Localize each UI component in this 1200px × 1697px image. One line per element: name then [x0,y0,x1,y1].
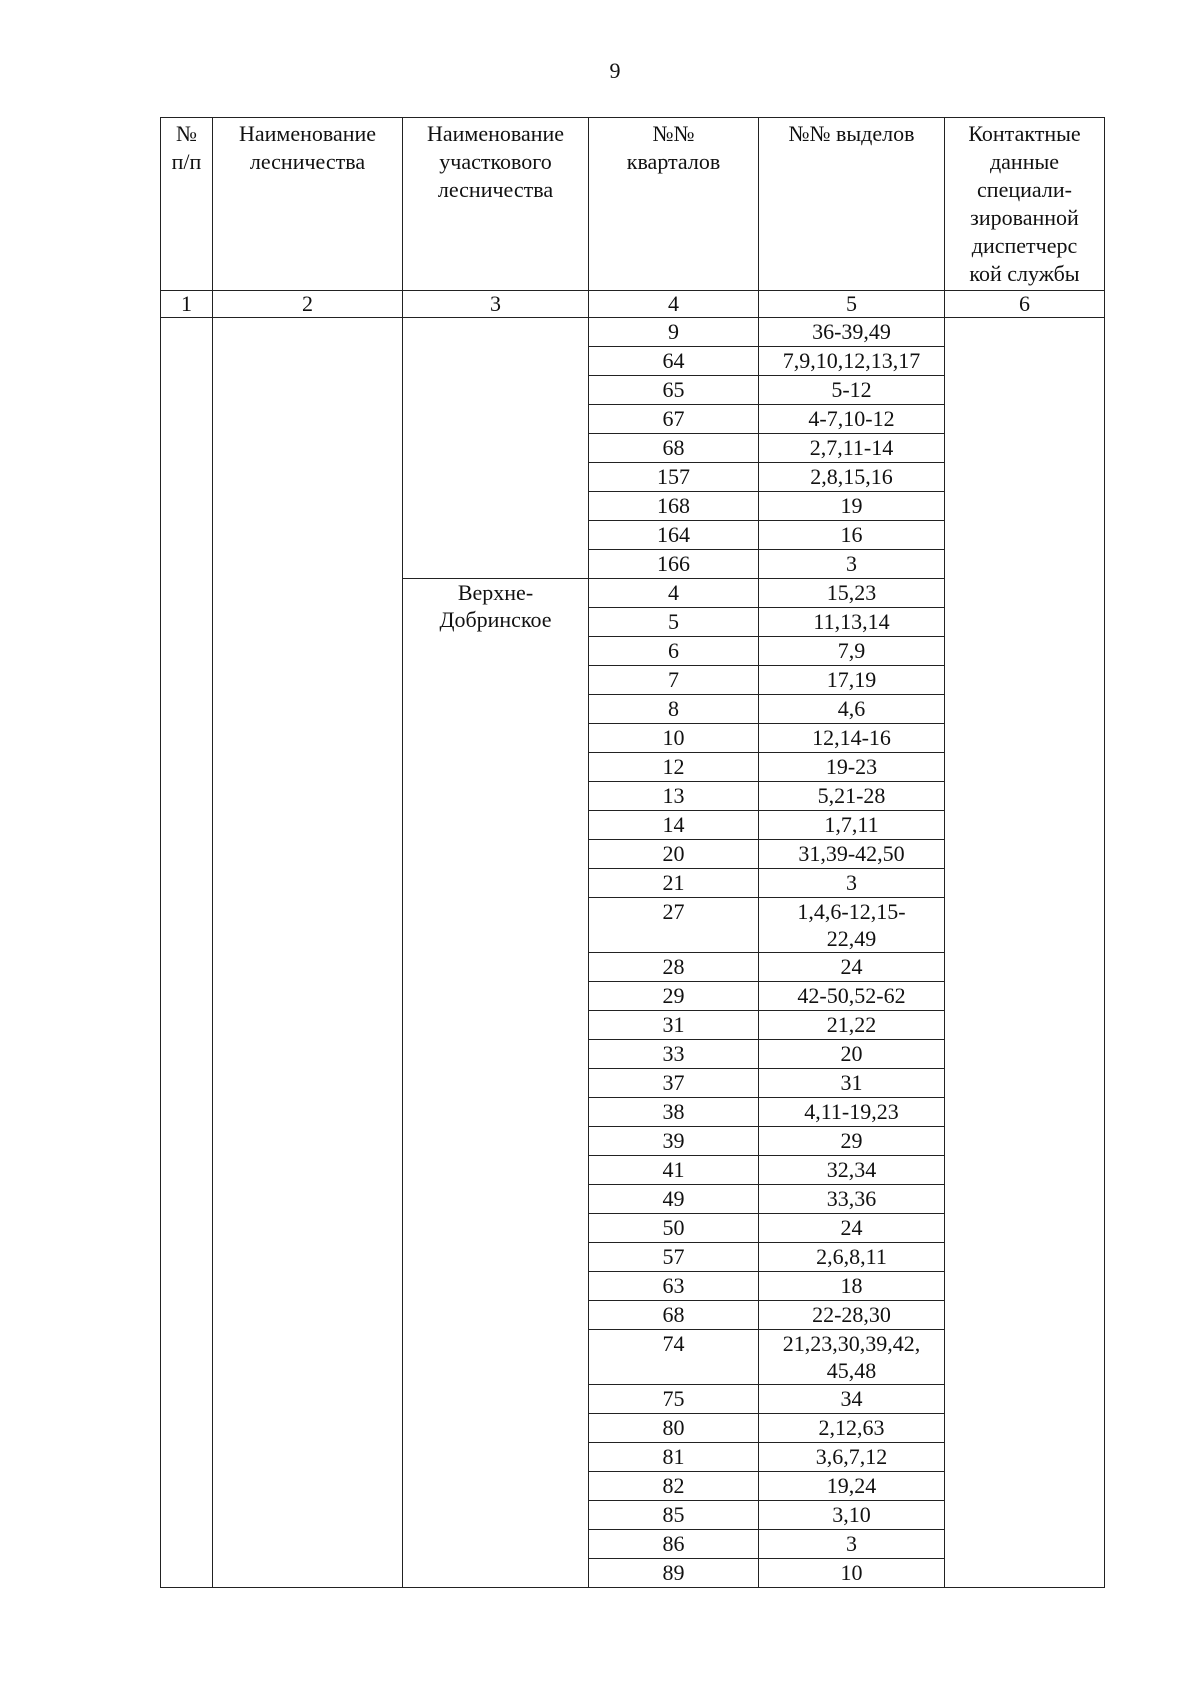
cell-quarter: 86 [589,1530,759,1559]
cell-allotments: 34 [759,1385,945,1414]
cell-quarter: 8 [589,695,759,724]
cell-quarter: 41 [589,1156,759,1185]
cell-allotments: 29 [759,1127,945,1156]
cell-quarter: 74 [589,1330,759,1385]
cell-quarter: 63 [589,1272,759,1301]
column-number-row [161,291,1105,318]
cell-quarter: 68 [589,434,759,463]
cell-quarter: 21 [589,869,759,898]
cell-quarter: 7 [589,666,759,695]
cell-quarter: 20 [589,840,759,869]
cell-allotments: 21,23,30,39,42, 45,48 [759,1330,945,1385]
cell-allotments: 2,7,11-14 [759,434,945,463]
cell-quarter: 67 [589,405,759,434]
table-body [161,318,1105,1588]
cell-quarter: 85 [589,1501,759,1530]
header-number: № п/п [161,118,213,291]
cell-quarter: 9 [589,318,759,347]
cell-forestry [213,318,403,1588]
cell-district-forestry [403,318,589,579]
column-number: 5 [759,291,945,318]
cell-quarter: 6 [589,637,759,666]
cell-allotments: 10 [759,1559,945,1588]
cell-quarter: 49 [589,1185,759,1214]
cell-allotments: 7,9 [759,637,945,666]
header-allotments: №№ выделов [759,118,945,291]
header-quarters: №№ кварталов [589,118,759,291]
cell-quarter: 81 [589,1443,759,1472]
column-number: 6 [945,291,1105,318]
column-number: 3 [403,291,589,318]
cell-allotments: 2,6,8,11 [759,1243,945,1272]
header-forestry: Наименование лесничества [213,118,403,291]
cell-quarter: 164 [589,521,759,550]
cell-quarter: 28 [589,953,759,982]
cell-quarter: 57 [589,1243,759,1272]
cell-allotments: 7,9,10,12,13,17 [759,347,945,376]
cell-allotments: 2,12,63 [759,1414,945,1443]
cell-allotments: 17,19 [759,666,945,695]
cell-quarter: 65 [589,376,759,405]
cell-allotments: 19 [759,492,945,521]
cell-allotments: 24 [759,1214,945,1243]
cell-allotments: 31 [759,1069,945,1098]
cell-allotments: 1,4,6-12,15- 22,49 [759,898,945,953]
cell-allotments: 42-50,52-62 [759,982,945,1011]
cell-quarter: 168 [589,492,759,521]
column-number: 1 [161,291,213,318]
cell-allotments: 12,14-16 [759,724,945,753]
cell-quarter: 12 [589,753,759,782]
cell-quarter: 68 [589,1301,759,1330]
cell-number [161,318,213,1588]
cell-quarter: 14 [589,811,759,840]
cell-allotments: 19,24 [759,1472,945,1501]
cell-allotments: 32,34 [759,1156,945,1185]
cell-district-forestry: Верхне- Добринское [403,579,589,1588]
cell-allotments: 4-7,10-12 [759,405,945,434]
cell-allotments: 20 [759,1040,945,1069]
cell-contacts [945,318,1105,1588]
cell-allotments: 15,23 [759,579,945,608]
cell-allotments: 4,6 [759,695,945,724]
cell-quarter: 166 [589,550,759,579]
cell-allotments: 18 [759,1272,945,1301]
cell-allotments: 3,6,7,12 [759,1443,945,1472]
column-number: 4 [589,291,759,318]
cell-quarter: 31 [589,1011,759,1040]
cell-allotments: 22-28,30 [759,1301,945,1330]
forest-quarters-table [160,117,1105,1588]
cell-allotments: 16 [759,521,945,550]
header-contacts: Контактные данные специали- зированной диспетчерс кой службы [945,118,1105,291]
cell-allotments: 19-23 [759,753,945,782]
cell-quarter: 13 [589,782,759,811]
cell-allotments: 1,7,11 [759,811,945,840]
cell-allotments: 36-39,49 [759,318,945,347]
cell-quarter: 33 [589,1040,759,1069]
header-district-forestry: Наименование участкового лесничества [403,118,589,291]
cell-allotments: 11,13,14 [759,608,945,637]
cell-quarter: 38 [589,1098,759,1127]
cell-allotments: 24 [759,953,945,982]
table-row [161,318,1105,347]
cell-allotments: 2,8,15,16 [759,463,945,492]
cell-quarter: 37 [589,1069,759,1098]
cell-allotments: 4,11-19,23 [759,1098,945,1127]
page-number: 9 [609,58,621,83]
header-row [161,118,1105,291]
cell-quarter: 89 [589,1559,759,1588]
cell-quarter: 157 [589,463,759,492]
cell-quarter: 82 [589,1472,759,1501]
cell-quarter: 80 [589,1414,759,1443]
cell-quarter: 50 [589,1214,759,1243]
cell-allotments: 31,39-42,50 [759,840,945,869]
column-number: 2 [213,291,403,318]
cell-quarter: 27 [589,898,759,953]
cell-quarter: 64 [589,347,759,376]
cell-allotments: 3 [759,550,945,579]
cell-quarter: 5 [589,608,759,637]
cell-allotments: 5-12 [759,376,945,405]
cell-quarter: 29 [589,982,759,1011]
cell-quarter: 10 [589,724,759,753]
cell-allotments: 3,10 [759,1501,945,1530]
cell-allotments: 3 [759,1530,945,1559]
cell-allotments: 21,22 [759,1011,945,1040]
cell-quarter: 75 [589,1385,759,1414]
cell-allotments: 3 [759,869,945,898]
cell-allotments: 5,21-28 [759,782,945,811]
cell-allotments: 33,36 [759,1185,945,1214]
cell-quarter: 4 [589,579,759,608]
cell-quarter: 39 [589,1127,759,1156]
